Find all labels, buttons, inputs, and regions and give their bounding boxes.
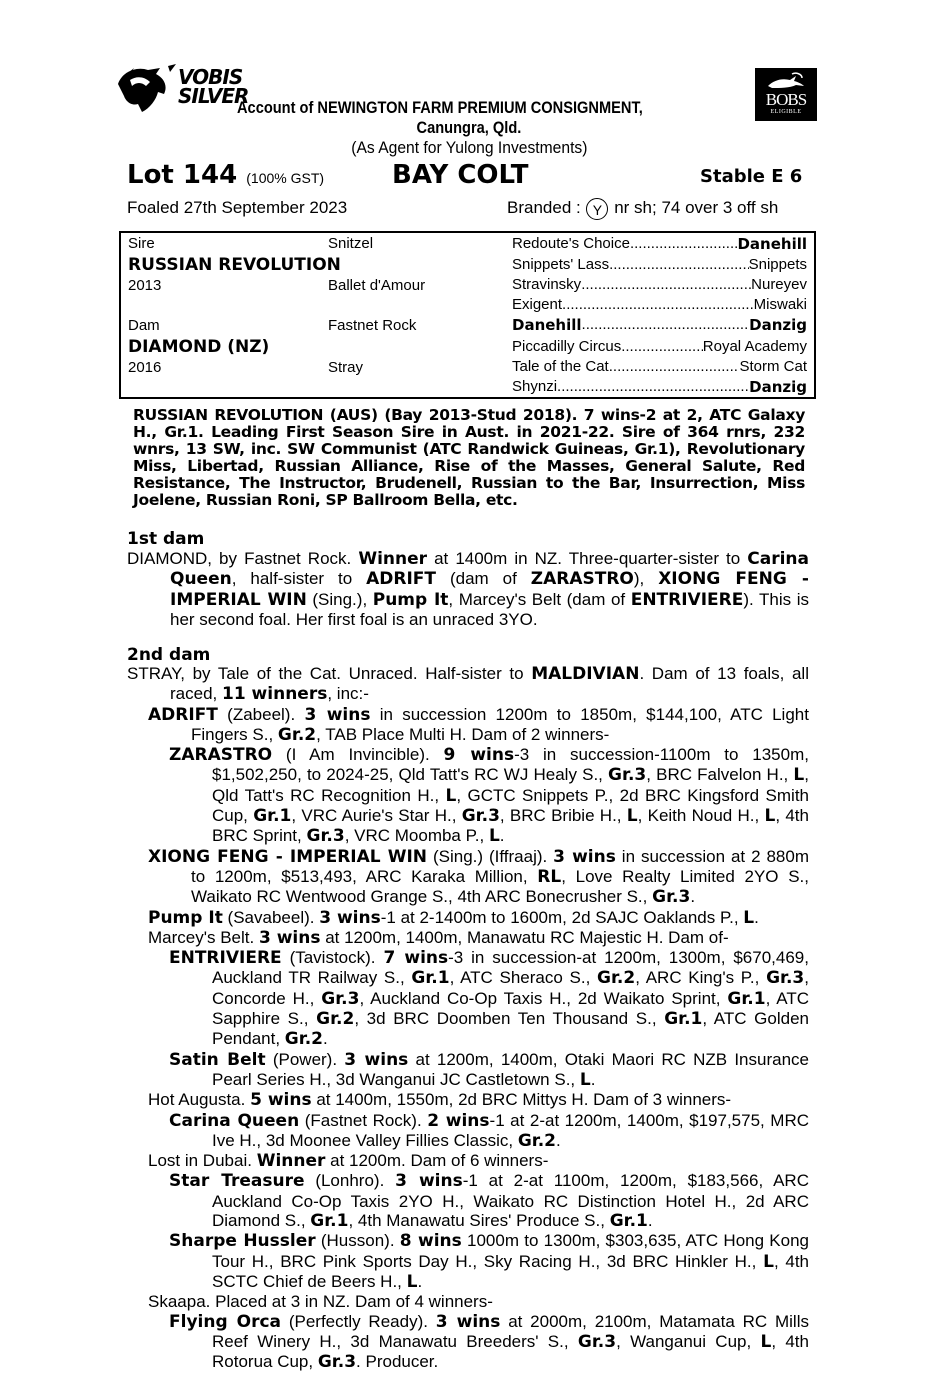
produce-record: ZARASTRO (I Am Invincible). 9 wins-3 in succession-1100m to 1350m, $1,502,250, to 2024-25, Qld Tatt's RC WJ Healy S., Gr.3, BRC Falvelon H., L, Qld Tatt's RC Recognition H., L, GCTC Snippets P., 2d BRC Kingsford Smith Cup, Gr.1, VRC Aurie's Star H., Gr.3, BRC Bribie H., L, Keith Noud H., L, 4th BRC Sprint, Gr.3, VRC Moomba P., L. [169, 745, 810, 847]
sire-label: Sire [128, 235, 155, 252]
first-dam-paragraph: DIAMOND, by Fastnet Rock. Winner at 1400m in NZ. Three-quarter-sister to Carina Queen, half-sister to ADRIFT (dam of ZARASTRO), XIONG FENG - IMPERIAL WIN (Sing.), Pump It, Marcey's Belt (dam of ENTRIVIERE). This is her second foal. Her first foal is an unraced 3YO. [127, 549, 809, 629]
branded-label: Branded : [507, 198, 581, 217]
grandparent-row [512, 358, 807, 375]
produce-record: Lost in Dubai. Winner at 1200m. Dam of 6 winners- [148, 1151, 549, 1172]
bobs-eligible-badge [755, 68, 817, 121]
racehorse-head-icon [766, 72, 806, 92]
stable-location: Stable E 6 [700, 166, 803, 187]
gp-left: Piccadilly Circus [512, 338, 622, 355]
gst-note: (100% GST) [246, 170, 325, 186]
gp-right: Royal Academy [702, 338, 807, 355]
gp-right: Nureyev [751, 276, 807, 293]
produce-record: ENTRIVIERE (Tavistock). 7 wins-3 in succession-at 1200m, 1300m, $670,469, Auckland TR Railway S., Gr.1, ATC Sheraco S., Gr.2, ARC King's P., Gr.3, Concorde H., Gr.3, Auckland Co-Op Taxis H., 2d Waikato Sprint, Gr.1, ATC Sapphire S., Gr.2, 3d BRC Doomben Ten Thousand S., Gr.1, ATC Golden Pendant, Gr.2. [169, 948, 809, 1050]
gp-left: Danehill [512, 316, 582, 334]
branded-detail: nr sh; 74 over 3 off sh [614, 198, 779, 217]
pedigree-table [119, 231, 816, 399]
gp-right: Miswaki [753, 296, 807, 313]
gp-left: Exigent [512, 296, 563, 313]
dam-sire: Fastnet Rock [328, 317, 417, 334]
sire-sire: Snitzel [328, 235, 374, 252]
sire-name: RUSSIAN REVOLUTION [128, 255, 341, 275]
grandparent-row [512, 296, 807, 313]
grandparent-row [512, 316, 807, 334]
eligible-text: ELIGIBLE [770, 109, 802, 115]
grandparent-row [512, 378, 807, 396]
produce-record: Skaapa. Placed at 3 in NZ. Dam of 4 winners- [148, 1292, 493, 1312]
second-dam-heading: 2nd dam [127, 645, 211, 665]
consignor-line: Account of NEWINGTON FARM PREMIUM CONSIGNMENT, [237, 98, 643, 117]
foaled-date: Foaled 27th September 2023 [127, 198, 348, 217]
horse-jockey-icon [116, 64, 178, 116]
logo-line-1: VOBIS [178, 65, 243, 89]
produce-record: STRAY, by Tale of the Cat. Unraced. Half-sister to MALDIVIAN. Dam of 13 foals, all raced, 11 winners, inc:- [127, 664, 809, 705]
gp-right: Danehill [737, 235, 807, 253]
gp-right: Storm Cat [739, 358, 807, 375]
produce-record: Carina Queen (Fastnet Rock). 2 wins-1 at 2-at 1200m, 1400m, $197,575, MRC Ive H., 3d Moonee Valley Fillies Classic, Gr.2. [169, 1110, 809, 1151]
agent-text: (As Agent for Yulong Investments) [350, 138, 588, 157]
produce-record: Flying Orca (Perfectly Ready). 3 wins at 2000m, 2100m, Matamata RC Mills Reef Winery H., 3d Manawatu Breeders' S., Gr.3, Wanganui Cup, L, 4th Rotorua Cup, Gr.3. Producer. [169, 1311, 809, 1373]
location-line [0, 118, 938, 138]
gp-right: Snippets [748, 256, 807, 273]
agent-line [0, 138, 938, 158]
dam-year: 2016 [128, 359, 162, 376]
produce-record: Hot Augusta. 5 wins at 1400m, 1550m, 2d BRC Mittys H. Dam of 3 winners- [148, 1090, 732, 1111]
produce-record: Sharpe Hussler (Husson). 8 wins 1000m to 1300m, $303,635, ATC Hong Kong Tour H., BRC Pink Sports Day H., Sky Racing H., 3d BRC Hinkler H., L, 4th SCTC Chief de Beers H., L. [169, 1231, 809, 1292]
produce-record: Satin Belt (Power). 3 wins at 1200m, 1400m, Otaki Maori RC NZB Insurance Pearl Series H., 3d Wanganui JC Castletown S., L. [169, 1049, 809, 1090]
vobis-silver-logo [116, 64, 251, 116]
gp-left: Snippets' Lass [512, 256, 610, 273]
gp-left: Stravinsky [512, 276, 582, 293]
gp-right: Danzig [749, 378, 807, 396]
first-dam-heading: 1st dam [127, 529, 205, 549]
sire-year: 2013 [128, 277, 162, 294]
location-text: Canungra, Qld. [416, 118, 522, 137]
sire-dam: Ballet d'Amour [328, 277, 426, 294]
lot-label: Lot 144 [127, 160, 238, 190]
brand-symbol-icon: Y [586, 198, 608, 220]
branded-info [507, 198, 778, 220]
produce-record: ADRIFT (Zabeel). 3 wins in succession 1200m to 1850m, $144,100, ATC Light Fingers S., Gr.2, TAB Place Multi H. Dam of 2 winners- [148, 704, 809, 745]
dam-name: DIAMOND (NZ) [128, 337, 270, 357]
grandparent-row [512, 256, 807, 273]
first-dam-text [127, 549, 809, 629]
horse-description: BAY COLT [392, 160, 529, 190]
lot-number [127, 160, 324, 190]
grandparent-row [512, 276, 807, 293]
dam-dam: Stray [328, 359, 364, 376]
produce-record: XIONG FENG - IMPERIAL WIN (Sing.) (Iffraaj). 3 wins in succession at 2 880m to 1200m, $513,493, ARC Karaka Million, RL, Love Realty Limited 2YO S., Waikato RC Wentwood Grange S., 4th ARC Bonecrusher S., Gr.3. [148, 846, 809, 908]
gp-left: Shynzi [512, 378, 558, 395]
produce-record: Pump It (Savabeel). 3 wins-1 at 2-1400m to 1600m, 2d SAJC Oaklands P., L. [148, 907, 759, 928]
gp-right: Danzig [749, 316, 807, 334]
gp-left: Redoute's Choice [512, 235, 630, 252]
bobs-text: BOBS [765, 90, 807, 109]
gp-left: Tale of the Cat [512, 358, 609, 375]
sire-summary: RUSSIAN REVOLUTION (AUS) (Bay 2013-Stud 2018). 7 wins-2 at 2, ATC Galaxy H., Gr.1. Leading First Season Sire in Aust. in 2021-22. Sire of 364 rnrs, 232 wnrs, 13 SW, inc. SW Communist (ATC Randwick Guineas, Gr.1), Revolutionary Miss, Libertad, Russian Alliance, Rise of the Masses, General Salute, Red Resistance, The Instructor, Brudenell, Russian to the Bar, Insurrection, Miss Joelene, Russian Roni, SP Ballroom Bella, etc. [133, 406, 805, 509]
dam-label: Dam [128, 317, 160, 334]
logo-line-2: SILVER [178, 84, 249, 108]
produce-record: Marcey's Belt. 3 wins at 1200m, 1400m, Manawatu RC Majestic H. Dam of- [148, 927, 729, 948]
grandparent-row [512, 235, 807, 253]
produce-record: Star Treasure (Lonhro). 3 wins-1 at 2-at 1100m, 1200m, $183,566, ARC Auckland Co-Op Taxis 2YO H., Waikato RC Distinction Hotel H., 2d ARC Diamond S., Gr.1, 4th Manawatu Sires' Produce S., Gr.1. [169, 1171, 809, 1232]
grandparent-row [512, 338, 807, 355]
second-dam-text [127, 664, 809, 1372]
